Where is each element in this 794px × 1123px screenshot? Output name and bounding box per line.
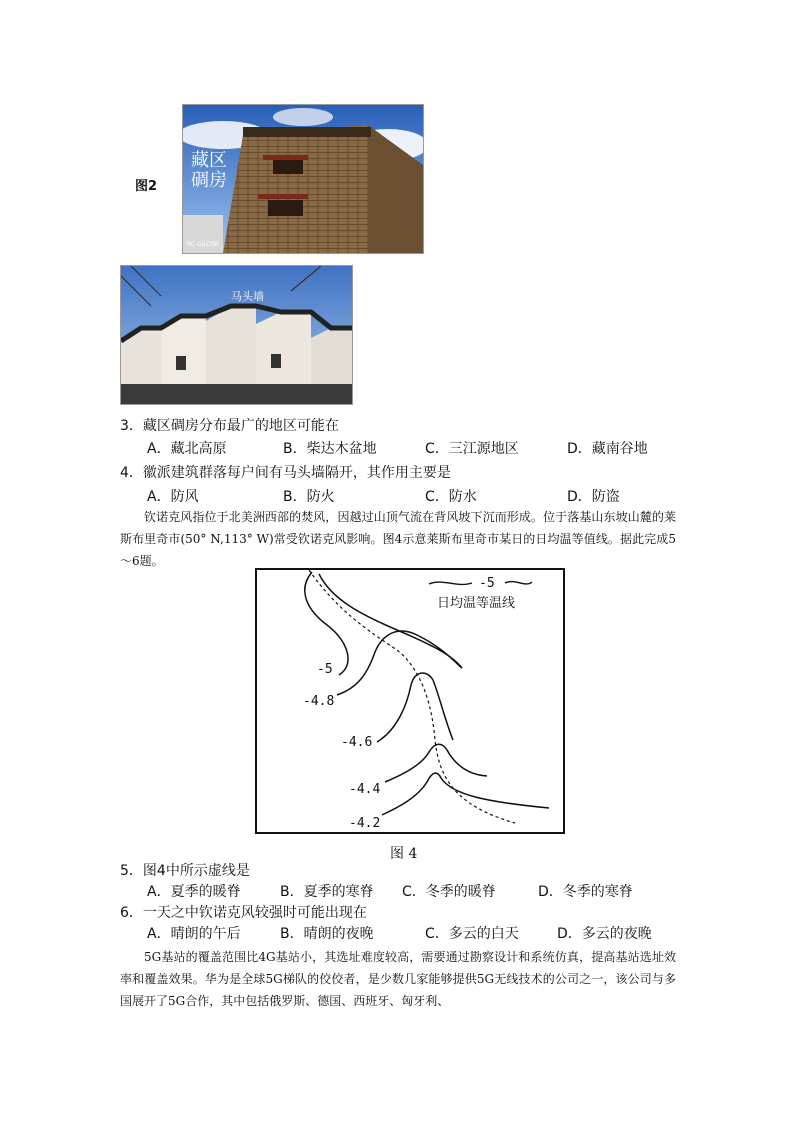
question-6-options <box>0 923 794 943</box>
question-4-option-c: C．防水 <box>425 489 477 505</box>
photo1-caption-line2: 碉房 <box>191 170 227 191</box>
question-4-option-b: B．防火 <box>283 489 335 505</box>
question-4-option-d: D．防盗 <box>567 489 620 505</box>
horse-head-wall-image <box>121 266 352 404</box>
figure-2-label: 图2 <box>135 179 158 194</box>
legend-value: -5 <box>479 576 495 591</box>
passage-chinook: 钦诺克风指位于北美洲西部的焚风，因越过山顶气流在背风坡下沉而形成。位于落基山东坡山麓的莱斯布里奇市(50° N,113° W)常受钦诺克风影响。图4示意莱斯布里奇市某日的日均温等值线。据此完成5～6题。 <box>120 510 676 568</box>
question-4-options <box>0 486 794 506</box>
question-6-stem: 6．一天之中钦诺克风较强时可能出现在 <box>120 905 367 921</box>
isotherm-minus4-6 <box>377 673 453 742</box>
figure-4-isotherm-map <box>255 568 565 834</box>
question-3-option-b: B．柴达木盆地 <box>283 441 377 457</box>
question-4-stem: 4．徽派建筑群落每户间有马头墙隔开，其作用主要是 <box>120 465 451 481</box>
isotherm-label-minus4-4: -4.4 <box>349 782 381 797</box>
isotherm-label-minus5: -5 <box>317 662 333 677</box>
question-5-option-c: C．冬季的暖脊 <box>402 884 496 900</box>
isotherm-label-minus4-6: -4.6 <box>341 735 373 750</box>
isotherm-minus4-8-upper <box>319 574 462 668</box>
question-3-option-d: D．藏南谷地 <box>567 441 648 457</box>
question-6-option-a: A．晴朗的午后 <box>147 926 241 942</box>
photo2-caption: 马头墙 <box>231 290 264 303</box>
figure-4-caption: 图 4 <box>390 846 418 862</box>
isotherm-minus4-2 <box>382 773 549 815</box>
isotherm-minus4-8 <box>337 631 462 695</box>
isotherm-label-minus4-2: -4.2 <box>349 816 381 831</box>
question-6-option-b: B．晴朗的夜晚 <box>280 926 374 942</box>
question-3-option-c: C．三江源地区 <box>425 441 519 457</box>
question-5-options <box>0 881 794 901</box>
question-5-stem: 5．图4中所示虚线是 <box>120 863 250 879</box>
question-4-option-a: A．防风 <box>147 489 199 505</box>
question-3-options <box>0 438 794 458</box>
question-6-option-c: C．多云的白天 <box>425 926 519 942</box>
isotherm-label-minus4-8: -4.8 <box>303 694 335 709</box>
question-5-option-b: B．夏季的寒脊 <box>280 884 374 900</box>
tibetan-house-photo <box>182 104 424 254</box>
legend-text: 日均温等温线 <box>437 596 516 611</box>
photo1-caption-line1: 藏区 <box>191 150 227 171</box>
question-3-stem: 3．藏区碉房分布最广的地区可能在 <box>120 418 339 434</box>
horse-head-wall-photo <box>120 265 353 405</box>
isotherm-minus5 <box>305 572 348 675</box>
question-5-option-d: D．冬季的寒脊 <box>538 884 633 900</box>
photo1-watermark: RC GILOSE <box>187 241 219 248</box>
passage-5g: 5G基站的覆盖范围比4G基站小，其选址难度较高，需要通过勘察设计和系统仿真，提高基站选址效率和覆盖效果。华为是全球5G梯队的佼佼者，是少数几家能够提供5G无线技术的公司之一，该公司与多国展开了5G合作，其中包括俄罗斯、德国、西班牙、匈牙利、 <box>120 950 676 1008</box>
question-5-option-a: A．夏季的暖脊 <box>147 884 241 900</box>
question-3-option-a: A．藏北高原 <box>147 441 227 457</box>
question-6-option-d: D．多云的夜晚 <box>557 926 652 942</box>
